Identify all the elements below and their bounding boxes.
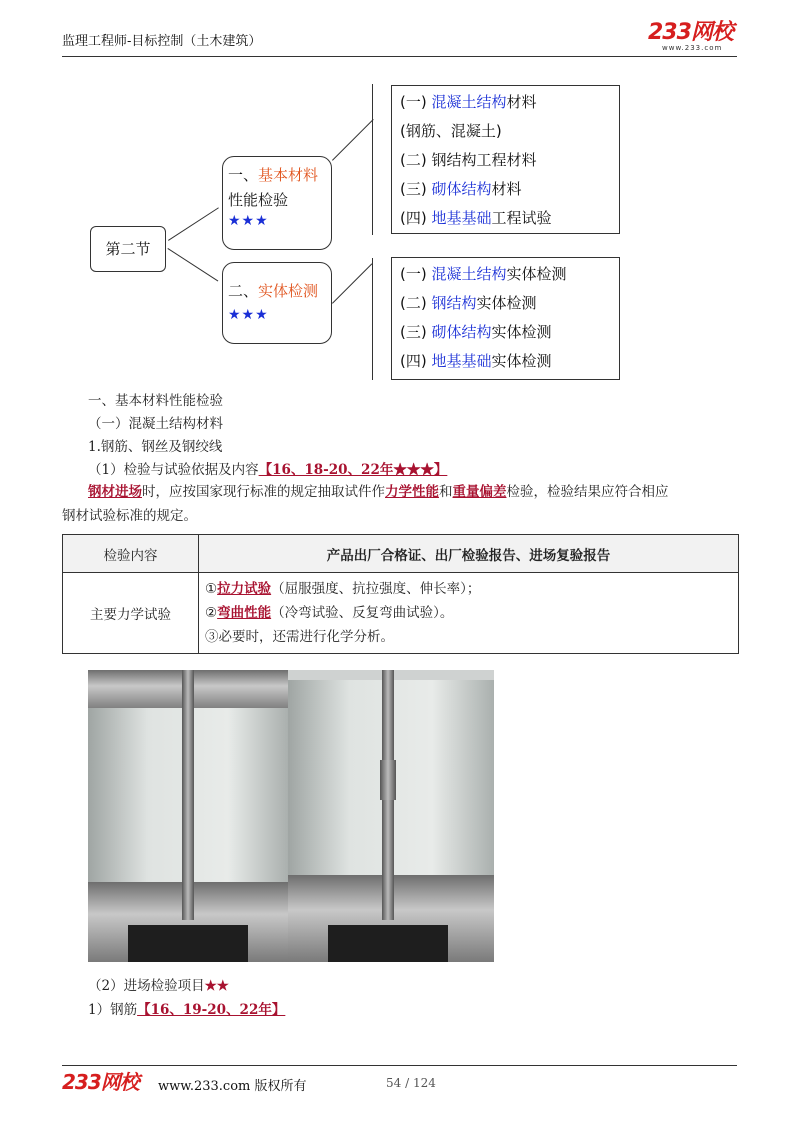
footer-copyright: www.233.com 版权所有 [158, 1079, 307, 1094]
connector-line [168, 207, 219, 241]
list-item: (钢筋、混凝土) [400, 122, 502, 140]
exam-tag: 【16、18-20、22年★★★】 [258, 462, 448, 478]
list-entity-testing [391, 257, 620, 380]
root-node [90, 226, 166, 272]
node-prefix: 一、 [228, 166, 259, 184]
tensile-test-photo [88, 670, 494, 962]
page-number: 54 / 124 [386, 1076, 436, 1090]
connector-line [332, 263, 372, 303]
table-header: 检验内容 [63, 535, 199, 573]
brand-logo [648, 22, 733, 52]
exam-tag: 【16、19-20、22年】 [137, 1002, 286, 1018]
document-title: 监理工程师-目标控制（土木建筑） [62, 34, 262, 49]
bracket-line [372, 258, 373, 380]
connector-line [167, 248, 218, 282]
list-item: (一) 混凝土结构材料 [400, 93, 537, 111]
table-cell: ①拉力试验（屈服强度、抗拉强度、伸长率）； ②弯曲性能（冷弯试验、反复弯曲试验）。 ③必要时，还需进行化学分析。 [199, 573, 739, 654]
list-item: (一) 混凝土结构实体检测 [400, 265, 567, 283]
table-header: 产品出厂合格证、出厂检验报告、进场复验报告 [199, 535, 739, 573]
list-item: (三) 砌体结构实体检测 [400, 323, 552, 341]
footer-divider [62, 1065, 737, 1066]
item-subheading: （1）检验与试验依据及内容【16、18-20、22年★★★】 [88, 462, 448, 478]
table-header-row [63, 535, 739, 573]
node-entity-testing [222, 262, 332, 344]
node-title: 实体检测 [258, 282, 319, 300]
item-subheading: （2）进场检验项目★★ [88, 978, 229, 994]
list-materials [391, 85, 620, 234]
list-item: (四) 地基基础工程试验 [400, 209, 552, 227]
header-divider [62, 56, 737, 57]
logo-url: www.233.com [662, 44, 723, 52]
list-item: (二) 钢结构工程材料 [400, 151, 537, 169]
table-row [63, 573, 739, 654]
subsection-heading: （一）混凝土结构材料 [88, 416, 223, 432]
star-rating: ★★ [204, 978, 229, 994]
list-item: (三) 砌体结构材料 [400, 180, 522, 198]
bracket-line [372, 84, 373, 235]
node-subtitle: 性能检验 [228, 191, 289, 209]
node-prefix: 二、 [228, 282, 259, 300]
connector-line [332, 119, 374, 161]
paragraph: 钢材进场时，应按国家现行标准的规定抽取试件作力学性能和重量偏差检验，检验结果应符合相应 [88, 484, 669, 500]
footer-logo: 233网校 [62, 1070, 139, 1094]
list-item: (四) 地基基础实体检测 [400, 352, 552, 370]
section-heading: 一、基本材料性能检验 [88, 393, 223, 409]
list-item: (二) 钢结构实体检测 [400, 294, 537, 312]
root-label: 第二节 [105, 240, 151, 258]
node-title: 基本材料 [258, 166, 319, 184]
test-table [62, 534, 739, 654]
table-cell: 主要力学试验 [63, 573, 199, 654]
paragraph-continuation: 钢材试验标准的规定。 [62, 508, 197, 524]
item-subheading: 1）钢筋【16、19-20、22年】 [88, 1002, 286, 1018]
logo-text: 233网校 [648, 20, 733, 45]
star-rating: ★★★ [228, 307, 269, 323]
node-basic-materials [222, 156, 332, 250]
item-heading: 1.钢筋、钢丝及钢绞线 [88, 439, 223, 455]
star-rating: ★★★ [228, 213, 269, 229]
